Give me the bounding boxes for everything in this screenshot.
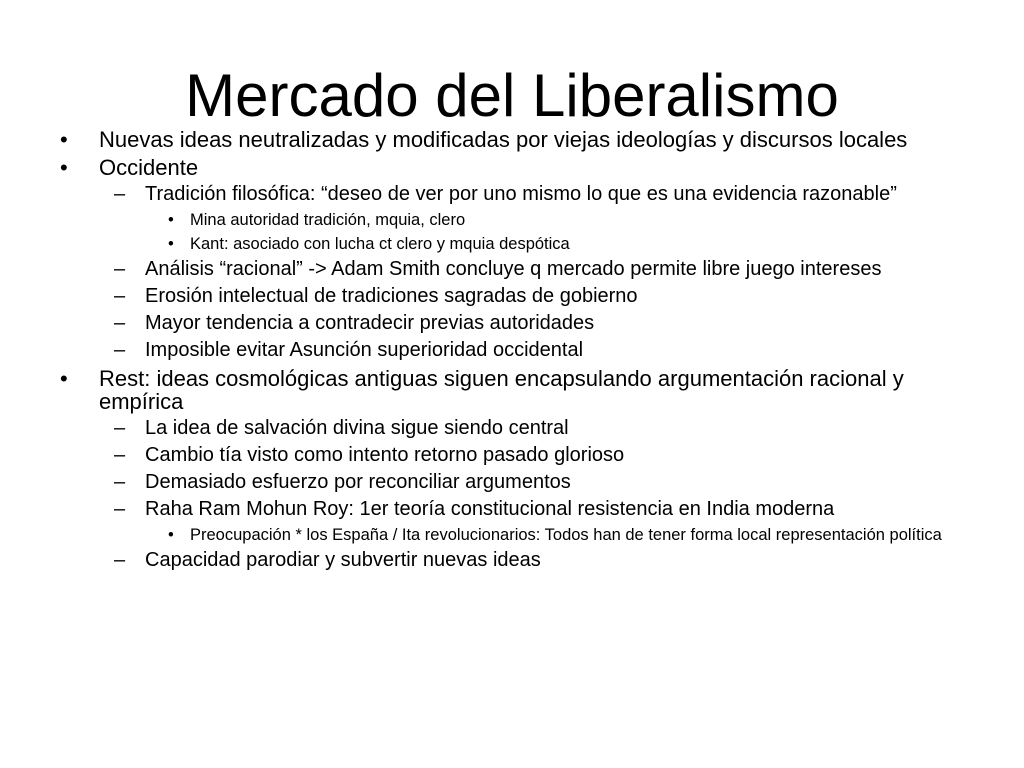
list-item-text: Raha Ram Mohun Roy: 1er teoría constitucional resistencia en India moderna: [145, 498, 835, 520]
bullet-dash-icon: –: [114, 549, 126, 571]
list-item-text: Mina autoridad tradición, mquia, clero: [190, 211, 466, 229]
bullet-dot-icon: •: [60, 366, 68, 391]
list-item-text: Análisis “racional” -> Adam Smith concluye q mercado permite libre juego intereses: [145, 258, 882, 280]
list-item: [56, 340, 976, 361]
list-item-text: La idea de salvación divina sigue siendo central: [145, 417, 569, 439]
list-item-text: Occidente: [99, 155, 199, 180]
list-item: [56, 550, 976, 571]
bullet-dash-icon: –: [114, 285, 126, 307]
list-item: [56, 418, 976, 439]
list-item: [56, 313, 976, 334]
list-item-text: Tradición filosófica: “deseo de ver por uno mismo lo que es una evidencia razonable”: [145, 183, 897, 205]
bullet-list: [56, 128, 976, 577]
list-item-text: Erosión intelectual de tradiciones sagradas de gobierno: [145, 285, 638, 307]
bullet-dot-icon: •: [60, 127, 68, 152]
bullet-dash-icon: –: [114, 258, 126, 280]
list-item-text: Imposible evitar Asunción superioridad occidental: [145, 339, 584, 361]
list-item: [56, 259, 976, 280]
list-item-text: Rest: ideas cosmológicas antiguas siguen encapsulando argumentación racional y empírica: [99, 366, 904, 414]
bullet-dot-icon: •: [168, 526, 174, 544]
list-item: [56, 156, 976, 179]
bullet-dash-icon: –: [114, 417, 126, 439]
list-item-text: Preocupación * los España / Ita revolucionarios: Todos han de tener forma local representación política: [190, 526, 942, 544]
list-item: [56, 472, 976, 493]
list-item: [56, 367, 976, 413]
list-item: [56, 526, 976, 544]
list-item: [56, 445, 976, 466]
list-item: [56, 286, 976, 307]
list-item-text: Nuevas ideas neutralizadas y modificadas por viejas ideologías y discursos locales: [99, 127, 908, 152]
bullet-dot-icon: •: [168, 211, 174, 229]
slide-title: Mercado del Liberalismo: [185, 62, 839, 129]
bullet-dash-icon: –: [114, 183, 126, 205]
bullet-dash-icon: –: [114, 312, 126, 334]
list-item-text: Capacidad parodiar y subvertir nuevas ideas: [145, 549, 541, 571]
bullet-dash-icon: –: [114, 444, 126, 466]
list-item-text: Kant: asociado con lucha ct clero y mquia despótica: [190, 235, 570, 253]
bullet-dash-icon: –: [114, 339, 126, 361]
list-item: [56, 211, 976, 229]
list-item: [56, 499, 976, 520]
list-item: [56, 184, 976, 205]
bullet-dash-icon: –: [114, 471, 126, 493]
bullet-dot-icon: •: [60, 155, 68, 180]
bullet-dash-icon: –: [114, 498, 126, 520]
bullet-dot-icon: •: [168, 235, 174, 253]
list-item-text: Cambio tía visto como intento retorno pasado glorioso: [145, 444, 625, 466]
list-item: [56, 235, 976, 253]
list-item-text: Demasiado esfuerzo por reconciliar argumentos: [145, 471, 571, 493]
list-item-text: Mayor tendencia a contradecir previas autoridades: [145, 312, 595, 334]
list-item: [56, 128, 976, 151]
